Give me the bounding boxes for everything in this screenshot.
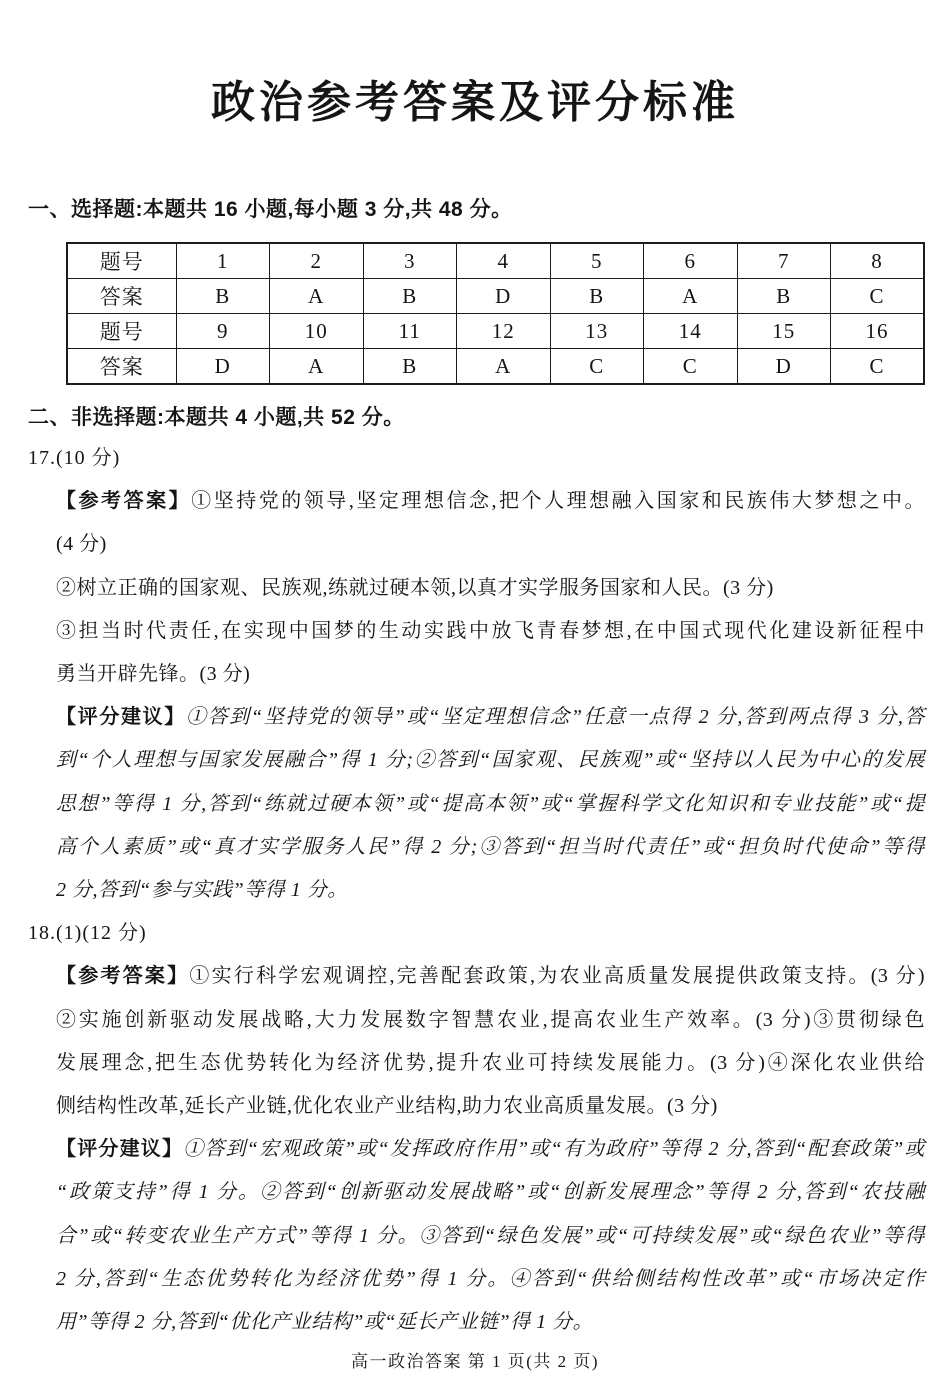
- table-cell: 答案: [67, 279, 176, 314]
- q18-answer-line: 侧结构性改革,延长产业链,优化农业产业结构,助力农业高质量发展。(3 分): [56, 1095, 718, 1118]
- table-cell: 9: [176, 314, 270, 349]
- q18-scoring-line: “政策支持”得 1 分。②答到“创新驱动发展战略”或“创新发展理念”等得 2 分,答到“农技融: [56, 1181, 925, 1204]
- table-cell: B: [363, 349, 457, 385]
- table-cell: 10: [270, 314, 364, 349]
- table-cell: 15: [737, 314, 831, 349]
- table-cell: C: [831, 279, 925, 314]
- table-cell: 14: [644, 314, 738, 349]
- table-row: [67, 314, 924, 349]
- table-cell: D: [457, 279, 551, 314]
- table-row: [67, 279, 924, 314]
- q17-scoring-line: 2 分,答到“参与实践”等得 1 分。: [56, 879, 348, 902]
- q18-answer-line: 发展理念,把生态优势转化为经济优势,提升农业可持续发展能力。(3 分)④深化农业供给: [56, 1051, 925, 1074]
- table-cell: 16: [831, 314, 925, 349]
- table-cell: B: [176, 279, 270, 314]
- table-cell: D: [737, 349, 831, 385]
- table-cell: B: [550, 279, 644, 314]
- answer-key-table: [66, 242, 925, 385]
- table-cell: C: [644, 349, 738, 385]
- q17-scoring-line: 高个人素质”或“真才实学服务人民”得 2 分;③答到“担当时代责任”或“担负时代使命”等得: [56, 835, 925, 858]
- q17-scoring-line: [56, 696, 925, 739]
- question-17-number: 17.(10 分): [28, 447, 121, 469]
- table-cell: 13: [550, 314, 644, 349]
- q18-scoring-line: 2 分,答到“生态优势转化为经济优势”得 1 分。④答到“供给侧结构性改革”或“市场决定作: [56, 1267, 925, 1290]
- q17-answer-line: ③担当时代责任,在实现中国梦的生动实践中放飞青春梦想,在中国式现代化建设新征程中: [56, 619, 925, 642]
- table-cell: 2: [270, 243, 364, 279]
- table-cell: 5: [550, 243, 644, 279]
- table-cell: 12: [457, 314, 551, 349]
- section-1-heading: 一、选择题:本题共 16 小题,每小题 3 分,共 48 分。: [28, 198, 513, 221]
- table-cell: C: [550, 349, 644, 385]
- scoring-advice-label: 【评分建议】: [56, 1138, 184, 1161]
- answer-text: ①实行科学宏观调控,完善配套政策,为农业高质量发展提供政策支持。(3 分): [189, 965, 926, 988]
- table-cell: 6: [644, 243, 738, 279]
- question-18-number: 18.(1)(12 分): [28, 922, 147, 945]
- table-cell: D: [176, 349, 270, 385]
- q18-scoring-line: 合”或“转变农业生产方式”等得 1 分。③答到“绿色发展”或“可持续发展”或“绿色农业”等得: [56, 1224, 925, 1247]
- table-cell: A: [270, 349, 364, 385]
- q17-answer-line: 勇当开辟先锋。(3 分): [56, 663, 251, 686]
- reference-answer-label: 【参考答案】: [56, 490, 192, 513]
- table-row: [67, 349, 924, 385]
- table-cell: 答案: [67, 349, 176, 385]
- table-cell: 题号: [67, 243, 176, 279]
- table-cell: 7: [737, 243, 831, 279]
- table-cell: 11: [363, 314, 457, 349]
- table-cell: A: [457, 349, 551, 385]
- q17-answer-line: [56, 480, 925, 523]
- table-cell: 4: [457, 243, 551, 279]
- table-cell: B: [737, 279, 831, 314]
- scoring-text: ①答到“宏观政策”或“发挥政府作用”或“有为政府”等得 2 分,答到“配套政策”或: [183, 1138, 926, 1161]
- reference-answer-label: 【参考答案】: [56, 965, 190, 988]
- scoring-text: ①答到“坚持党的领导”或“坚定理想信念”任意一点得 2 分,答到两点得 3 分,答: [185, 706, 926, 729]
- answer-text: ①坚持党的领导,坚定理想信念,把个人理想融入国家和民族伟大梦想之中。: [191, 490, 926, 513]
- table-cell: 题号: [67, 314, 176, 349]
- q18-scoring-line: 用”等得 2 分,答到“优化产业结构”或“延长产业链”得 1 分。: [56, 1311, 594, 1334]
- table-cell: 1: [176, 243, 270, 279]
- table-cell: B: [363, 279, 457, 314]
- section-2-heading: 二、非选择题:本题共 4 小题,共 52 分。: [28, 406, 405, 429]
- table-cell: A: [644, 279, 738, 314]
- q18-scoring-line: [56, 1128, 925, 1171]
- table-row: [67, 243, 924, 279]
- table-cell: C: [831, 349, 925, 385]
- table-cell: 8: [831, 243, 925, 279]
- q17-answer-line: ②树立正确的国家观、民族观,练就过硬本领,以真才实学服务国家和人民。(3 分): [56, 576, 774, 599]
- q18-answer-line: [56, 955, 925, 998]
- free-response-content: [28, 437, 925, 1344]
- table-cell: A: [270, 279, 364, 314]
- q17-answer-line: (4 分): [56, 533, 107, 556]
- page-footer: 高一政治答案 第 1 页(共 2 页): [350, 1352, 600, 1371]
- scoring-advice-label: 【评分建议】: [56, 706, 186, 729]
- q17-scoring-line: 到“个人理想与国家发展融合”得 1 分;②答到“国家观、民族观”或“坚持以人民为中心的发展: [56, 749, 925, 772]
- q18-answer-line: ②实施创新驱动发展战略,大力发展数字智慧农业,提高农业生产效率。(3 分)③贯彻绿色: [56, 1008, 925, 1031]
- table-cell: 3: [363, 243, 457, 279]
- document-title: 政治参考答案及评分标准: [211, 78, 739, 127]
- q17-scoring-line: 思想”等得 1 分,答到“练就过硬本领”或“提高本领”或“掌握科学文化知识和专业技能”或“提: [56, 792, 925, 815]
